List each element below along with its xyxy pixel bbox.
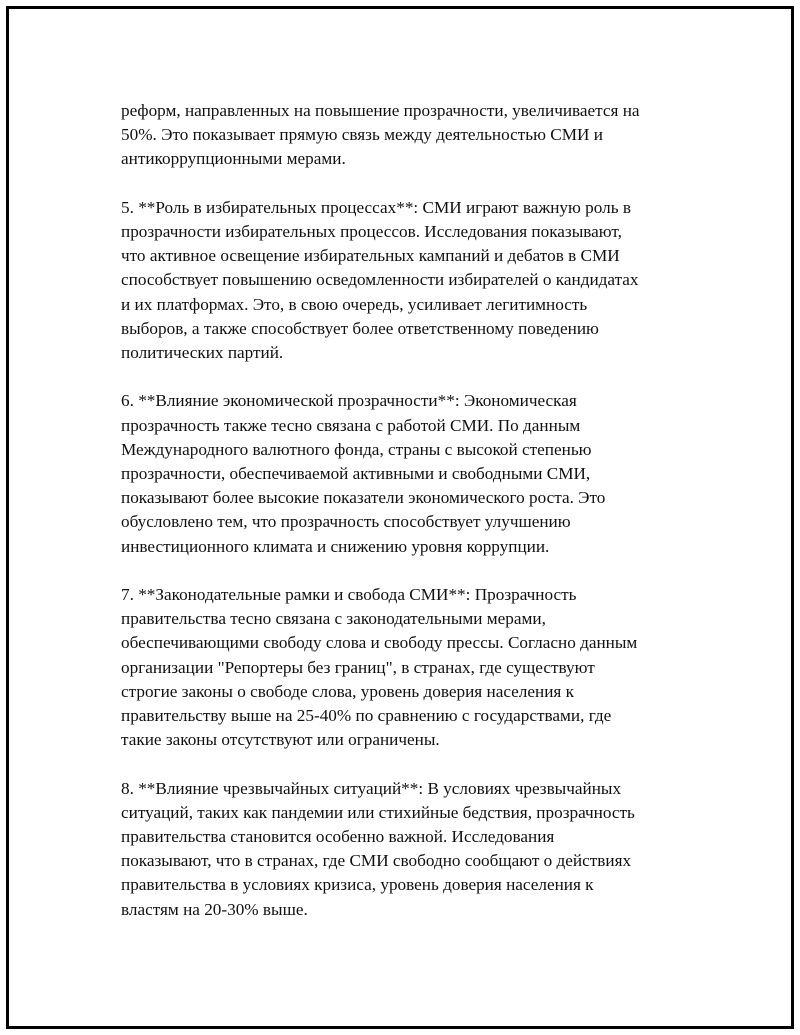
paragraph-item-7: 7. **Законодательные рамки и свобода СМИ**: Прозрачность правительства тесно связана с законодательными мерами, обеспечивающими свободу слова и свободу прессы. Согласно данным организации "Репортеры без границ", в странах, где существуют строгие законы о свободе слова, уровень доверия населения к правительству выше на 25-40% по сравнению с государствами, где такие законы отсутствуют или ограничены.: [121, 585, 638, 750]
paragraph-item-8: 8. **Влияние чрезвычайных ситуаций**: В условиях чрезвычайных ситуаций, таких как пандемии или стихийные бедствия, прозрачность правительства становится особенно важной. Исследования показывают, что в странах, где СМИ свободно сообщают о действиях правительства в условиях кризиса, уровень доверия населения к властям на 20-30% выше.: [121, 778, 635, 919]
page-frame: [6, 6, 794, 1029]
document-body: [121, 99, 687, 946]
paragraph-item-6: 6. **Влияние экономической прозрачности**: Экономическая прозрачность также тесно связана с работой СМИ. По данным Международного валютного фонда, страны с высокой степенью прозрачности, обеспечиваемой активными и свободными СМИ, показывают более высокие показатели экономического роста. Это обусловлено тем, что прозрачность способствует улучшению инвестиционного климата и снижению уровня коррупции.: [121, 391, 606, 556]
paragraph-continuation: реформ, направленных на повышение прозрачности, увеличивается на 50%. Это показывает прямую связь между деятельностью СМИ и антикоррупционными мерами.: [121, 101, 640, 169]
paragraph-item-5: 5. **Роль в избирательных процессах**: СМИ играют важную роль в прозрачности избирательных процессов. Исследования показывают, что активное освещение избирательных кампаний и дебатов в СМИ способствует повышению осведомленности избирателей о кандидатах и их платформах. Это, в свою очередь, усиливает легитимность выборов, а также способствует более ответственному поведению политических партий.: [121, 197, 639, 363]
